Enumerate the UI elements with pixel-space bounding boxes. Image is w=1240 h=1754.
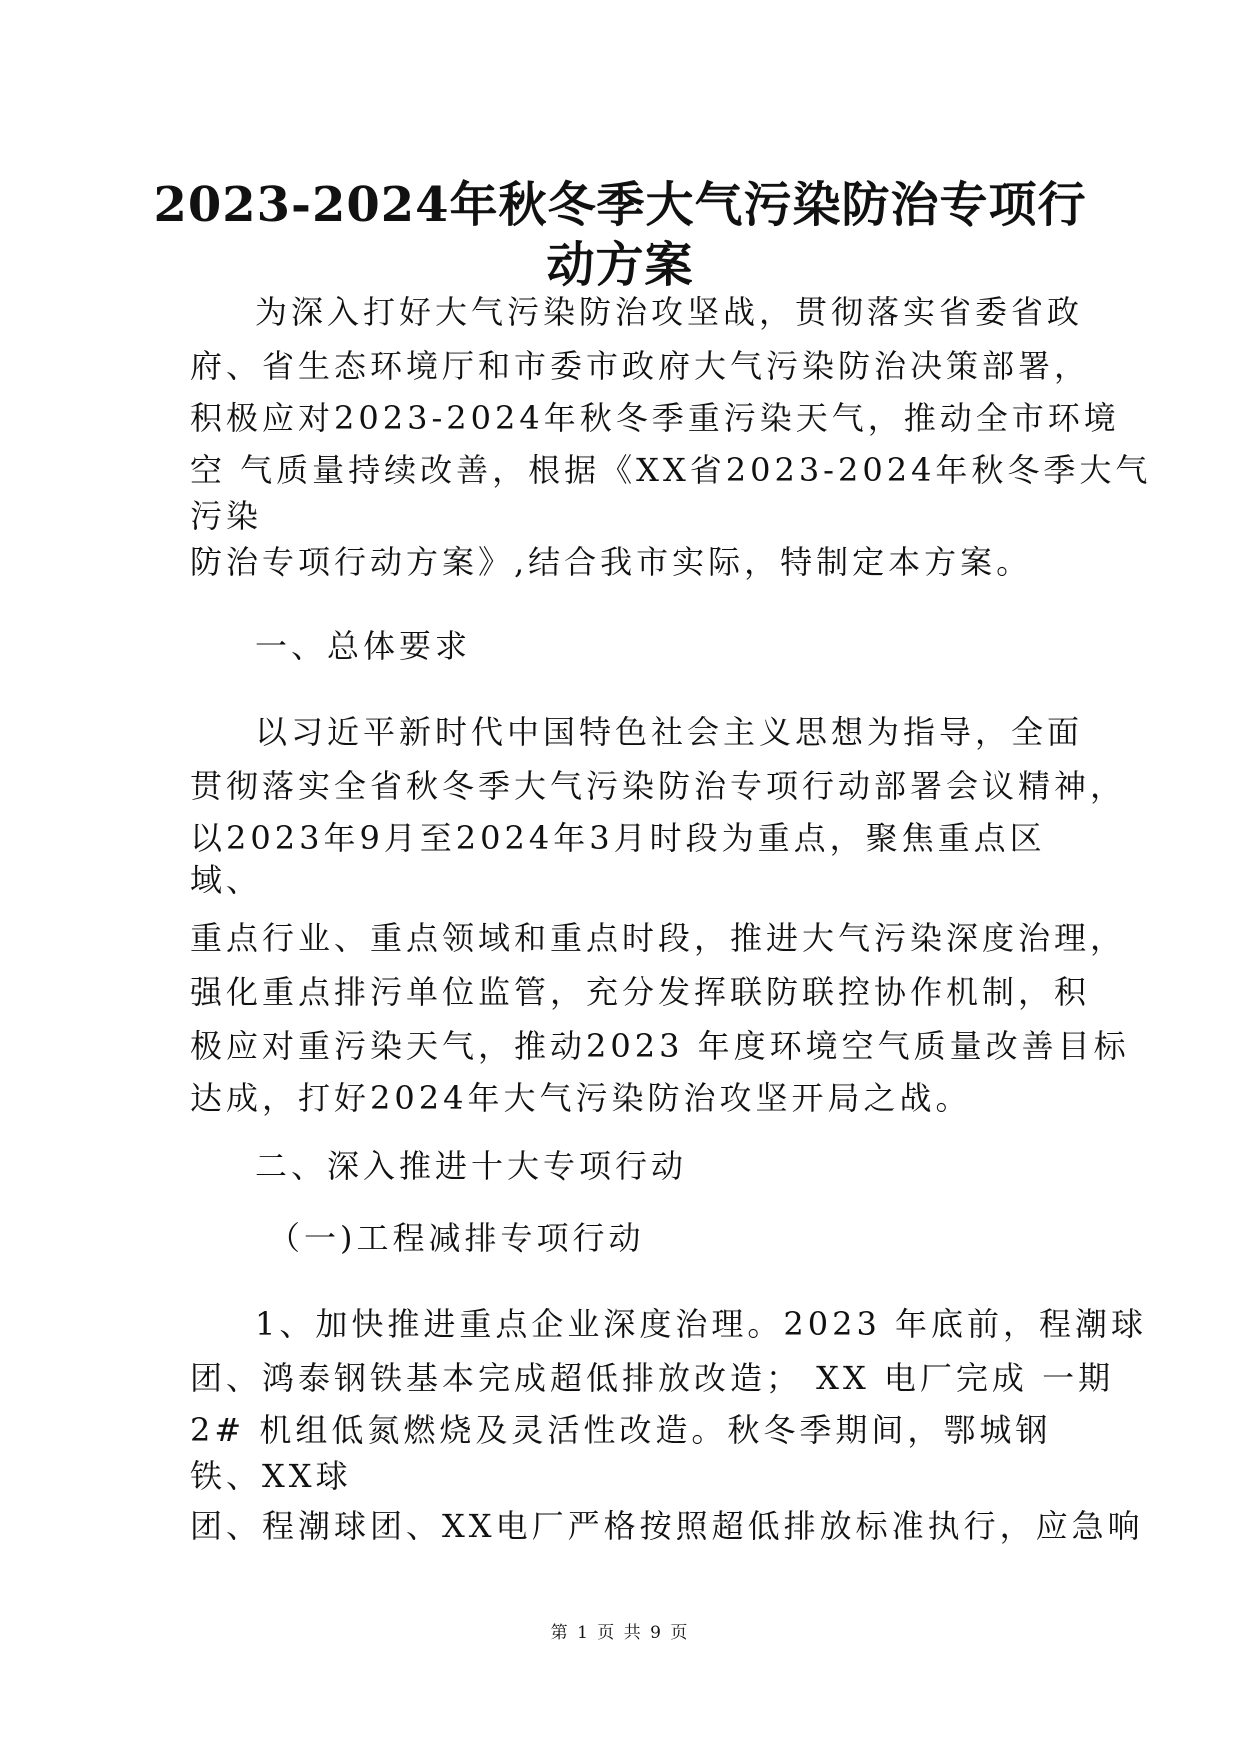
document-title-line-2: 动方案 (546, 237, 694, 293)
paragraph-line: 为深入打好大气污染防治攻坚战，贯彻落实省委省政 (255, 293, 1084, 331)
paragraph-line: 达成，打好2024年大气污染防治攻坚开局之战。 (190, 1079, 972, 1117)
paragraph-line: 空 气质量持续改善，根据《XX省2023-2024年秋冬季大气 (190, 451, 1152, 489)
paragraph-line: 团、鸿泰钢铁基本完成超低排放改造； XX 电厂完成 一期 (190, 1359, 1115, 1397)
paragraph-line: 强化重点排污单位监管，充分发挥联防联控协作机制，积 (190, 973, 1091, 1011)
subsection-heading: （一)工程减排专项行动 (268, 1219, 645, 1257)
paragraph-line: 府、省生态环境厅和市委市政府大气污染防治决策部署， (190, 347, 1091, 385)
paragraph-line: 1、加快推进重点企业深度治理。2023 年底前，程潮球 (255, 1305, 1147, 1343)
section-heading: 二、深入推进十大专项行动 (255, 1147, 688, 1185)
paragraph-line: 以2023年9月至2024年3月时段为重点，聚焦重点区 (190, 819, 1046, 857)
paragraph-line: 团、程潮球团、XX电厂严格按照超低排放标准执行，应急响 (190, 1507, 1144, 1545)
section-heading: 一、总体要求 (255, 627, 472, 665)
paragraph-line: 积极应对2023-2024年秋冬季重污染天气，推动全市环境 (190, 399, 1120, 437)
page-number: 第 1 页 共 9 页 (550, 1623, 690, 1643)
paragraph-line: 贯彻落实全省秋冬季大气污染防治专项行动部署会议精神， (190, 767, 1127, 805)
paragraph-line: 重点行业、重点领域和重点时段，推进大气污染深度治理， (190, 919, 1127, 957)
paragraph-line: 2# 机组低氮燃烧及灵活性改造。秋冬季期间，鄂城钢 (190, 1411, 1052, 1449)
paragraph-line: 极应对重污染天气，推动2023 年度环境空气质量改善目标 (190, 1027, 1130, 1065)
paragraph-line: 防治专项行动方案》,结合我市实际，特制定本方案。 (190, 543, 1033, 581)
paragraph-line: 域、 (190, 861, 263, 899)
paragraph-line: 污染 (190, 497, 263, 535)
document-title-line-1: 2023-2024年秋冬季大气污染防治专项行 (153, 177, 1087, 233)
paragraph-line: 铁、XX球 (190, 1457, 352, 1495)
paragraph-line: 以习近平新时代中国特色社会主义思想为指导，全面 (255, 713, 1084, 751)
